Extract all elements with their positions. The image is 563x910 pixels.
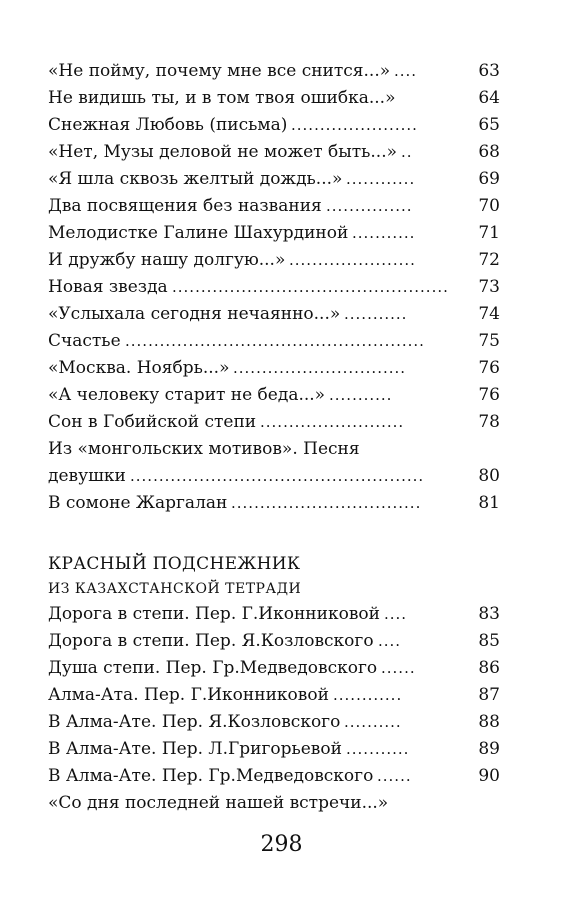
page-number: 298 bbox=[260, 832, 303, 857]
toc-entry-title: В Алма-Ате. Пер. Я.Козловского bbox=[48, 712, 341, 732]
toc-entry-title: Дорога в степи. Пер. Я.Козловского bbox=[48, 631, 374, 651]
toc-entry bbox=[48, 328, 500, 355]
toc-entry bbox=[48, 247, 500, 274]
toc-entry-page: 76 bbox=[478, 358, 500, 378]
toc-entry-title: И дружбу нашу долгую...» bbox=[48, 250, 286, 270]
toc-entry-leader: ........... bbox=[352, 224, 416, 242]
toc-entry bbox=[48, 382, 500, 409]
toc-entry-title: Новая звезда bbox=[48, 277, 168, 297]
toc-entry-page: 83 bbox=[478, 604, 500, 624]
toc-entry-title: Дорога в степи. Пер. Г.Иконниковой bbox=[48, 604, 380, 624]
toc-entry-title: «Не пойму, почему мне все снится...» bbox=[48, 61, 391, 81]
toc-entry-title: Счастье bbox=[48, 331, 121, 351]
toc-entry-leader: ...................... bbox=[291, 116, 418, 134]
toc-entry-page: 68 bbox=[478, 142, 500, 162]
toc-entry bbox=[48, 490, 500, 517]
toc-entry bbox=[48, 736, 500, 763]
toc-entry bbox=[48, 166, 500, 193]
toc-entry bbox=[48, 220, 500, 247]
toc-entry bbox=[48, 274, 500, 301]
toc-entry-leader: .... bbox=[384, 605, 408, 623]
toc-entry-leader: ........... bbox=[344, 305, 408, 323]
toc-entry-title: девушки bbox=[48, 466, 126, 486]
toc-entry-leader: .................................................... bbox=[125, 332, 425, 350]
toc-entry-leader: .... bbox=[378, 632, 402, 650]
toc-entry-leader: ........... bbox=[346, 740, 410, 758]
section-title: КРАСНЫЙ ПОДСНЕЖНИК bbox=[48, 554, 301, 574]
toc-entry-page: 87 bbox=[478, 685, 500, 705]
toc-entry bbox=[48, 790, 500, 817]
toc-entry-page: 88 bbox=[478, 712, 500, 732]
toc-entry bbox=[48, 682, 500, 709]
toc-entry-title: «Нет, Музы деловой не может быть...» bbox=[48, 142, 398, 162]
toc-list-top bbox=[48, 58, 500, 517]
toc-entry-leader: ...... bbox=[381, 659, 416, 677]
toc-entry-leader: ............ bbox=[333, 686, 403, 704]
toc-entry-page: 69 bbox=[478, 169, 500, 189]
toc-entry bbox=[48, 355, 500, 382]
toc-entry bbox=[48, 85, 500, 112]
toc-list-bottom bbox=[48, 601, 500, 817]
toc-entry-title: «Со дня последней нашей встречи...» bbox=[48, 793, 389, 813]
toc-entry-title: В Алма-Ате. Пер. Гр.Медведовского bbox=[48, 766, 374, 786]
toc-entry bbox=[48, 301, 500, 328]
toc-entry-page: 90 bbox=[478, 766, 500, 786]
toc-entry-page: 81 bbox=[478, 493, 500, 513]
toc-entry-leader: ................................................... bbox=[130, 467, 425, 485]
toc-entry-page: 74 bbox=[478, 304, 500, 324]
toc-entry-page: 63 bbox=[478, 61, 500, 81]
toc-entry bbox=[48, 655, 500, 682]
toc-entry-leader: ......................... bbox=[260, 413, 405, 431]
toc-entry bbox=[48, 193, 500, 220]
toc-entry-title: «А человеку старит не беда...» bbox=[48, 385, 326, 405]
toc-entry-title: В сомоне Жаргалан bbox=[48, 493, 228, 513]
toc-entry-page: 64 bbox=[478, 88, 500, 108]
toc-entry-leader: ...... bbox=[377, 767, 412, 785]
toc-entry-title: Снежная Любовь (письма) bbox=[48, 115, 288, 135]
toc-entry-leader: ............ bbox=[346, 170, 416, 188]
toc-entry bbox=[48, 763, 500, 790]
toc-entry bbox=[48, 139, 500, 166]
toc-entry-page: 85 bbox=[478, 631, 500, 651]
toc-entry-leader: .... bbox=[394, 62, 418, 80]
toc-entry bbox=[48, 463, 500, 490]
toc-entry-title: Мелодистке Галине Шахурдиной bbox=[48, 223, 349, 243]
toc-entry-title: Два посвящения без названия bbox=[48, 196, 322, 216]
toc-entry-page: 71 bbox=[478, 223, 500, 243]
toc-entry-page: 78 bbox=[478, 412, 500, 432]
toc-entry bbox=[48, 628, 500, 655]
toc-entry-leader: ................................................ bbox=[172, 278, 449, 296]
toc-entry-title: Душа степи. Пер. Гр.Медведовского bbox=[48, 658, 378, 678]
toc-entry-page: 75 bbox=[478, 331, 500, 351]
section-gap bbox=[48, 517, 500, 551]
toc-entry-title: Сон в Гобийской степи bbox=[48, 412, 257, 432]
table-of-contents bbox=[48, 58, 500, 817]
toc-entry bbox=[48, 58, 500, 85]
toc-entry bbox=[48, 436, 500, 463]
toc-entry-page: 72 bbox=[478, 250, 500, 270]
toc-entry-title: «Москва. Ноябрь...» bbox=[48, 358, 230, 378]
toc-entry-leader: .......... bbox=[344, 713, 402, 731]
toc-entry-leader: ............... bbox=[326, 197, 413, 215]
toc-entry-title: Не видишь ты, и в том твоя ошибка...» bbox=[48, 88, 396, 108]
toc-entry-title: «Я шла сквозь желтый дождь...» bbox=[48, 169, 343, 189]
toc-entry-leader: ................................. bbox=[231, 494, 422, 512]
toc-entry-title: Алма-Ата. Пер. Г.Иконниковой bbox=[48, 685, 329, 705]
subsection-title: ИЗ КАЗАХСТАНСКОЙ ТЕТРАДИ bbox=[48, 581, 302, 597]
toc-entry-page: 76 bbox=[478, 385, 500, 405]
toc-entry-leader: .............................. bbox=[233, 359, 407, 377]
toc-entry-title: «Услыхала сегодня нечаянно...» bbox=[48, 304, 341, 324]
toc-entry-leader: ...................... bbox=[289, 251, 416, 269]
toc-entry bbox=[48, 709, 500, 736]
toc-entry bbox=[48, 601, 500, 628]
toc-entry-title: В Алма-Ате. Пер. Л.Григорьевой bbox=[48, 739, 342, 759]
toc-entry-leader: .. bbox=[401, 143, 413, 161]
toc-entry-page: 70 bbox=[478, 196, 500, 216]
toc-entry-page: 73 bbox=[478, 277, 500, 297]
toc-entry-leader: ........... bbox=[329, 386, 393, 404]
toc-entry-page: 65 bbox=[478, 115, 500, 135]
toc-entry-page: 80 bbox=[478, 466, 500, 486]
toc-entry bbox=[48, 409, 500, 436]
toc-entry-page: 86 bbox=[478, 658, 500, 678]
toc-entry-page: 89 bbox=[478, 739, 500, 759]
toc-entry bbox=[48, 112, 500, 139]
toc-entry-title: Из «монгольских мотивов». Песня bbox=[48, 439, 360, 459]
